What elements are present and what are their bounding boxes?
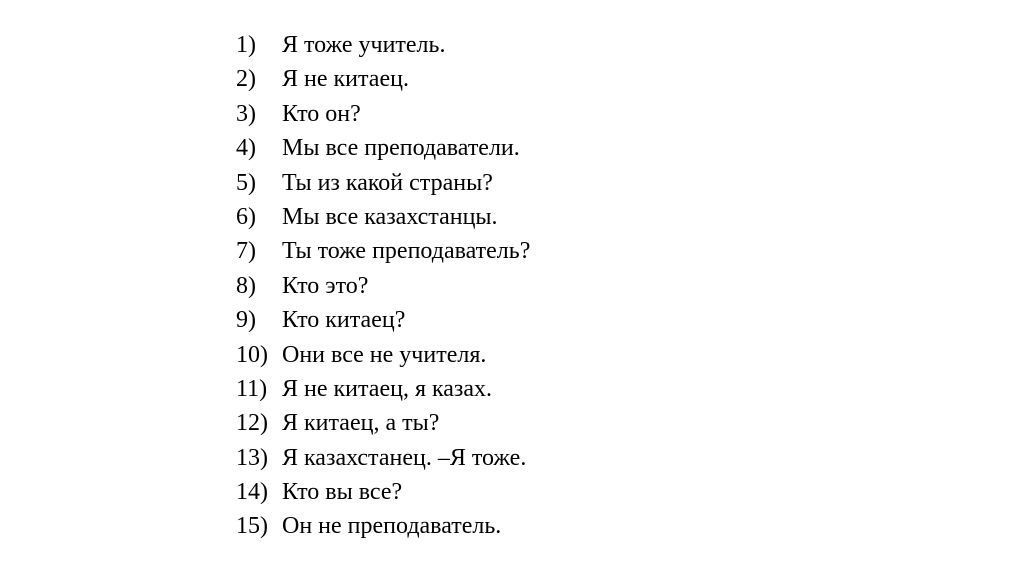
list-item	[236, 406, 530, 440]
item-number: 13)	[236, 444, 268, 471]
list-item	[236, 441, 530, 475]
item-number: 12)	[236, 410, 268, 437]
list-item	[236, 269, 530, 303]
item-text: Я тоже учитель.	[282, 32, 446, 58]
item-text: Кто он?	[282, 100, 361, 127]
list-item	[236, 62, 530, 96]
item-text: Они все не учителя.	[282, 341, 487, 368]
item-number: 11)	[236, 375, 268, 402]
item-text: Мы все преподаватели.	[282, 135, 520, 162]
item-text: Мы все казахстанцы.	[282, 203, 498, 230]
sentence-list	[236, 28, 530, 544]
item-number: 3)	[236, 100, 256, 127]
item-text: Я казахстанец. –Я тоже.	[282, 444, 527, 471]
item-text: Кто это?	[282, 272, 369, 299]
list-item	[236, 372, 530, 406]
item-number: 8)	[236, 272, 256, 299]
item-text: Кто вы все?	[282, 479, 403, 506]
list-item	[236, 475, 530, 509]
item-number: 2)	[236, 66, 256, 93]
item-number: 9)	[236, 307, 256, 334]
list-item	[236, 338, 530, 372]
item-text: Я не китаец.	[282, 66, 409, 93]
list-item	[236, 131, 530, 165]
list-item	[236, 200, 530, 234]
item-number: 10)	[236, 341, 268, 368]
item-number: 5)	[236, 169, 256, 196]
list-item	[236, 166, 530, 200]
item-text: Я китаец, а ты?	[282, 410, 440, 437]
item-text: Кто китаец?	[282, 307, 406, 334]
list-item	[236, 234, 530, 268]
item-text: Он не преподаватель.	[282, 513, 502, 540]
list-item	[236, 303, 530, 337]
item-number: 7)	[236, 238, 256, 265]
item-number: 6)	[236, 203, 256, 230]
item-text: Ты тоже преподаватель?	[282, 238, 531, 265]
item-number: 14)	[236, 479, 268, 506]
list-item	[236, 509, 530, 543]
item-number: 4)	[236, 135, 256, 162]
item-text: Ты из какой страны?	[282, 169, 493, 196]
item-number: 15)	[236, 513, 268, 540]
list-item	[236, 97, 530, 131]
item-number: 1)	[236, 32, 256, 58]
list-item	[236, 28, 530, 62]
item-text: Я не китаец, я казах.	[282, 375, 493, 402]
